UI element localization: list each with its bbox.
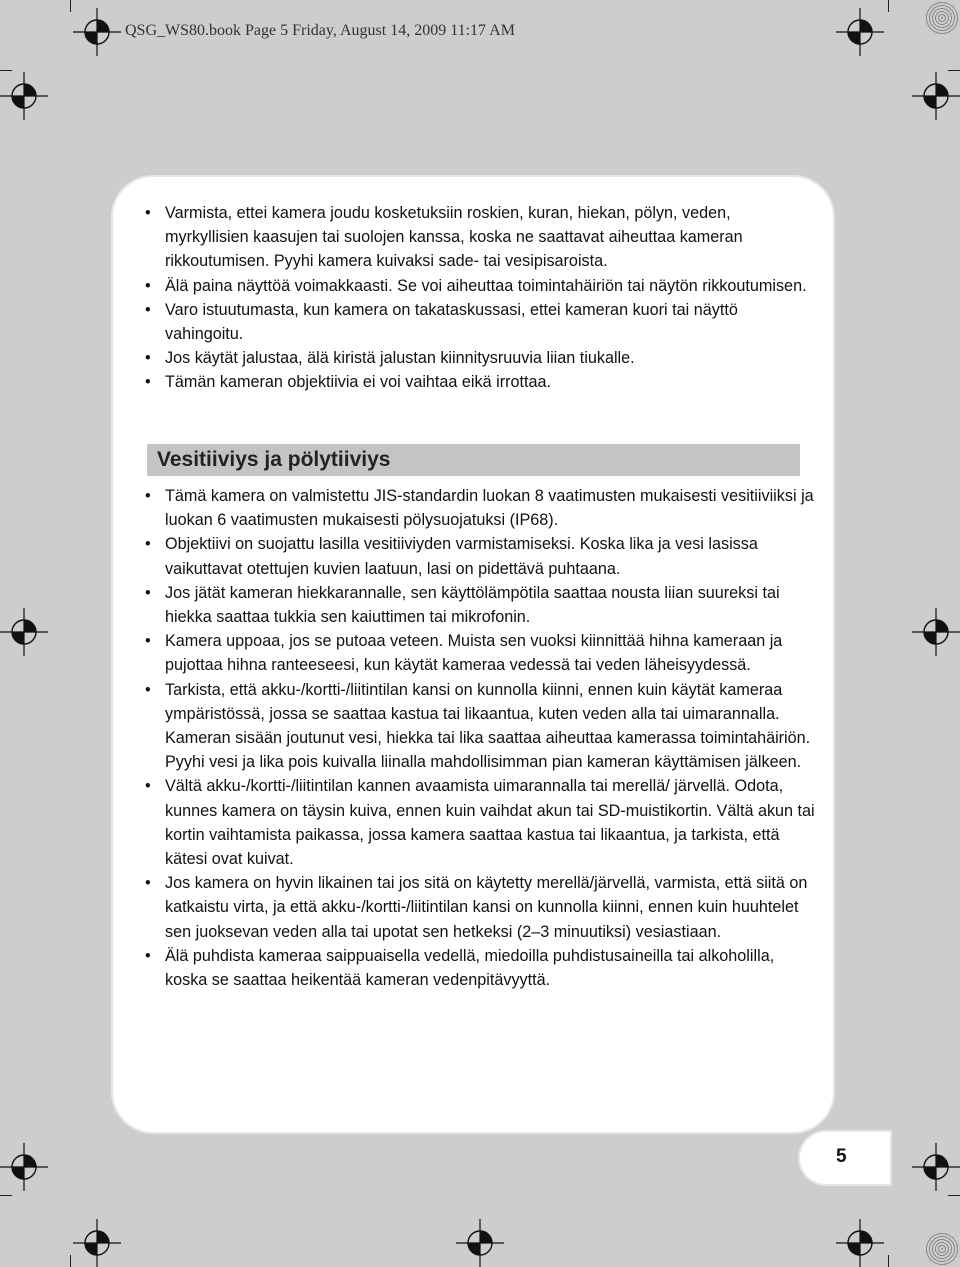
trim-mark [70,0,71,12]
trim-mark [948,1195,960,1196]
print-control-circle-icon [924,1231,960,1267]
registration-mark-icon [73,1219,121,1267]
print-control-circle-icon [924,0,960,36]
registration-mark-icon [836,8,884,56]
list-item: • Tämä kamera on valmistettu JIS-standardin luokan 8 vaatimusten mukaisesti vesitiiviiksi ja luokan 6 vaatimusten mukaisesti pölysuojatuksi (IP68). [145,484,815,532]
registration-mark-icon [912,608,960,656]
trim-mark [0,70,12,71]
registration-mark-icon [912,1143,960,1191]
precautions-list [145,201,815,395]
trim-mark [70,1255,71,1267]
trim-mark [888,0,889,12]
registration-mark-icon [73,8,121,56]
print-slug-header: QSG_WS80.book Page 5 Friday, August 14, 2009 11:17 AM [125,22,515,39]
page-number: 5 [836,1146,847,1167]
list-item: • Vältä akku-/kortti-/liitintilan kannen avaamista uimarannalla tai merellä/ järvellä. Odota, kunnes kamera on täysin kuiva, ennen kuin vaihdat akun tai SD-muistikortin. Vältä akun tai kortin vaihtamista paikassa, jossa kamera saattaa kastua tai likaantua, ja tarkista, että kätesi ovat kuivat. [145,774,815,871]
list-item: • Kamera uppoaa, jos se putoaa veteen. Muista sen vuoksi kiinnittää hihna kameraan ja pujottaa hihna ranteeseesi, kun käytät kameraa vedessä tai veden läheisyydessä. [145,629,815,677]
list-item: • Varmista, ettei kamera joudu kosketuksiin roskien, kuran, hiekan, pölyn, veden, myrkyllisien kaasujen tai suolojen kanssa, koska ne saattavat aiheuttaa kameran rikkoutumisen. Pyyhi kamera kuivaksi sade- tai vesipisaroista. [145,201,815,274]
list-item: • Jos kamera on hyvin likainen tai jos sitä on käytetty merellä/järvellä, varmista, että siitä on katkaistu virta, ja että akku-/kortti-/liitintilan kansi on kunnolla kiinni, ennen kuin huuhtelet sen juoksevan veden alla tai upotat sen hetkeksi (2–3 minuutiksi) vesiastiaan. [145,871,815,944]
list-item: • Älä puhdista kameraa saippuaisella vedellä, miedoilla puhdistusaineilla tai alkoholilla, koska se saattaa heikentää kameran vedenpitävyyttä. [145,944,815,992]
registration-mark-icon [0,1143,48,1191]
registration-mark-icon [836,1219,884,1267]
registration-mark-icon [912,72,960,120]
list-item: • Jos käytät jalustaa, älä kiristä jalustan kiinnitysruuvia liian tiukalle. [145,346,815,370]
section-heading: Vesitiiviys ja pölytiiviys [147,444,800,476]
list-item: • Tarkista, että akku-/kortti-/liitintilan kansi on kunnolla kiinni, ennen kuin käytät kameraa ympäristössä, jossa se saattaa kastua tai likaantua, kuten veden alla tai uimarannalla. Kameran sisään joutunut vesi, hiekka tai lika saattaa aiheuttaa kamerassa toimintahäiriön. Pyyhi vesi ja lika pois kuivalla liinalla mahdollisimman pian kameran käyttämisen jälkeen. [145,678,815,775]
list-item: • Objektiivi on suojattu lasilla vesitiiviyden varmistamiseksi. Koska lika ja vesi lasissa vaikuttavat otettujen kuvien laatuun, lasi on pidettävä puhtaana. [145,532,815,580]
registration-mark-icon [0,72,48,120]
waterproofing-list [145,484,815,992]
trim-mark [948,70,960,71]
list-item: • Älä paina näyttöä voimakkaasti. Se voi aiheuttaa toimintahäiriön tai näytön rikkoutumisen. [145,274,815,298]
trim-mark [888,1255,889,1267]
trim-mark [0,1195,12,1196]
registration-mark-icon [0,608,48,656]
list-item: • Varo istuutumasta, kun kamera on takataskussasi, ettei kameran kuori tai näyttö vahingoitu. [145,298,815,346]
list-item: • Jos jätät kameran hiekkarannalle, sen käyttölämpötila saattaa nousta liian suureksi tai hiekka saattaa tukkia sen kaiuttimen tai mikrofonin. [145,581,815,629]
registration-mark-icon [456,1219,504,1267]
list-item: • Tämän kameran objektiivia ei voi vaihtaa eikä irrottaa. [145,370,815,394]
